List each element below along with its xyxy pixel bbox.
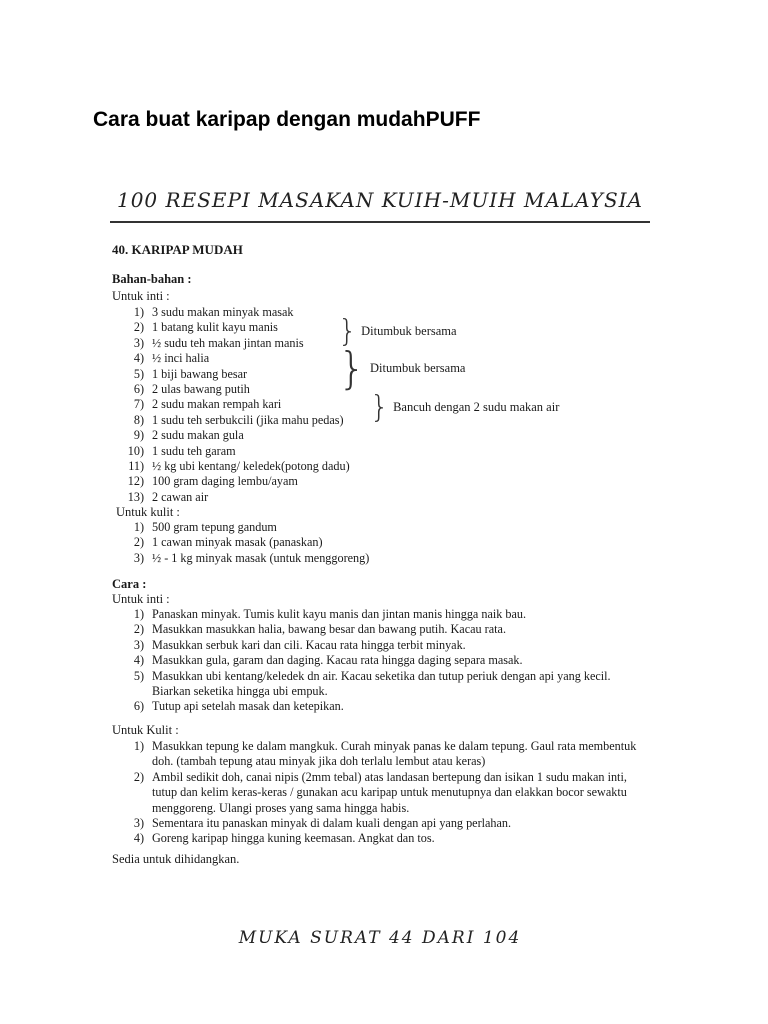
item-text: 1 cawan minyak masak (panaskan) [152, 535, 323, 550]
method-filling-label: Untuk inti : [112, 592, 170, 606]
item-number: 6) [133, 699, 144, 714]
item-text: 500 gram tepung gandum [152, 520, 277, 534]
list-item [112, 520, 432, 535]
item-number: 2) [133, 622, 144, 637]
book-header: 100 RESEPI MASAKAN KUIH-MUIH MALAYSIA [116, 188, 643, 212]
item-number: 4) [133, 653, 144, 668]
item-text: 1 biji bawang besar [152, 366, 248, 381]
item-text: 2 cawan air [152, 489, 209, 504]
brace-note-text: Ditumbuk bersama [370, 360, 466, 375]
item-number: 1) [133, 520, 144, 534]
method-skin-list [112, 739, 642, 847]
list-item [112, 397, 352, 412]
list-item [112, 459, 352, 474]
list-item [112, 653, 642, 668]
item-number: 1) [133, 739, 144, 753]
item-text: 3 sudu makan minyak masak [152, 305, 294, 319]
item-text: Panaskan minyak. Tumis kulit kayu manis dan jintan manis hingga naik bau. [152, 607, 527, 621]
item-number: 10) [127, 443, 144, 458]
item-text: Sementara itu panaskan minyak di dalam kuali dengan api yang perlahan. [152, 816, 512, 831]
item-text: 1 sudu teh garam [152, 443, 236, 458]
ingredients-filling-label: Untuk inti : [112, 289, 170, 303]
item-text: Tutup api setelah masak dan ketepikan. [152, 699, 344, 714]
list-item [112, 816, 642, 831]
list-item [112, 490, 352, 505]
brace-icon: } [338, 342, 366, 394]
item-text: 2 ulas bawang putih [152, 382, 250, 397]
item-text: 1 batang kulit kayu manis [152, 320, 278, 335]
item-number: 13) [127, 489, 144, 504]
list-item [112, 320, 352, 335]
list-item [112, 622, 642, 637]
header-rule [110, 221, 650, 223]
closing-text: Sedia untuk dihidangkan. [112, 852, 240, 866]
item-number: 8) [133, 412, 144, 427]
item-number: 11) [128, 459, 144, 474]
ingredients-skin-label: Untuk kulit : [116, 505, 180, 519]
list-item [112, 607, 642, 622]
list-item [112, 336, 352, 351]
ingredients-label: Bahan-bahan : [112, 272, 192, 286]
brace-note-text: Bancuh dengan 2 sudu makan air [393, 399, 560, 414]
list-item [112, 770, 642, 816]
list-item [112, 382, 352, 397]
item-text: 1 sudu teh serbukcili (jika mahu pedas) [152, 412, 344, 427]
item-number: 4) [133, 831, 144, 846]
item-number: 3) [133, 637, 144, 652]
item-text: Masukkan serbuk kari dan cili. Kacau rata hingga terbit minyak. [152, 637, 466, 652]
item-number: 1) [133, 607, 144, 621]
list-item [112, 428, 352, 443]
recipe-heading: 40. KARIPAP MUDAH [112, 242, 243, 257]
method-skin-label: Untuk Kulit : [112, 723, 179, 737]
item-number: 6) [133, 382, 144, 397]
list-item [112, 305, 352, 320]
item-number: 5) [133, 366, 144, 381]
item-number: 2) [133, 320, 144, 335]
item-number: 2) [133, 769, 144, 784]
item-text: ½ inci halia [152, 351, 210, 366]
method-filling-list [112, 607, 642, 715]
list-item [112, 474, 352, 489]
item-number: 9) [133, 428, 144, 443]
list-item [112, 739, 642, 770]
brace-note-1 [338, 313, 457, 349]
item-number: 3) [133, 816, 144, 831]
item-text: Ambil sedikit doh, canai nipis (2mm tebal) atas landasan bertepung dan isikan 1 sudu makan inti, tutup dan kelim keras-keras / gunakan acu karipap untuk menutupnya dan elakkan bocor sewaktu menggoreng. Ulangi proses yang sama hingga habis. [152, 769, 627, 815]
list-item [112, 699, 642, 714]
list-item [112, 444, 352, 459]
page-title: Cara buat karipap dengan mudahPUFF [93, 108, 481, 131]
ingredients-filling-list [112, 305, 352, 505]
brace-note-3 [370, 389, 560, 425]
item-text: Masukkan masukkan halia, bawang besar dan bawang putih. Kacau rata. [152, 622, 506, 637]
item-text: Masukkan gula, garam dan daging. Kacau rata hingga daging separa masak. [152, 653, 523, 668]
item-text: ½ sudu teh makan jintan manis [152, 335, 304, 350]
item-text: 2 sudu makan gula [152, 428, 244, 443]
item-text: 2 sudu makan rempah kari [152, 397, 282, 412]
item-number: 3) [133, 335, 144, 350]
item-number: 5) [133, 668, 144, 683]
list-item [112, 551, 432, 566]
brace-note-2 [338, 342, 466, 394]
brace-icon: } [338, 313, 358, 349]
item-text: ½ - 1 kg minyak masak (untuk menggoreng) [152, 550, 370, 565]
list-item [112, 638, 642, 653]
item-number: 2) [133, 535, 144, 550]
item-number: 12) [127, 474, 144, 489]
page-footer: MUKA SURAT 44 DARI 104 [238, 928, 522, 948]
ingredients-skin-list [112, 520, 432, 566]
item-text: Goreng karipap hingga kuning keemasan. Angkat dan tos. [152, 831, 435, 846]
list-item [112, 831, 642, 846]
item-number: 7) [133, 397, 144, 412]
list-item [112, 351, 352, 366]
item-number: 3) [133, 550, 144, 565]
item-text: Masukkan tepung ke dalam mangkuk. Curah minyak panas ke dalam tepung. Gaul rata membentuk doh. (tambah tepung atau minyak jika doh terlalu lembut atau keras) [152, 739, 637, 769]
item-text: 100 gram daging lembu/ayam [152, 474, 298, 489]
item-text: Masukkan ubi kentang/keledek dn air. Kacau seketika dan tutup periuk dengan api yang kecil. Biarkan seketika hingga ubi empuk. [152, 668, 611, 699]
item-number: 4) [133, 351, 144, 366]
list-item [112, 413, 352, 428]
brace-icon: } [370, 389, 390, 425]
brace-note-text: Ditumbuk bersama [361, 323, 457, 338]
list-item [112, 367, 352, 382]
method-label: Cara : [112, 577, 147, 591]
list-item [112, 535, 432, 550]
item-text: ½ kg ubi kentang/ keledek(potong dadu) [152, 459, 350, 474]
list-item [112, 669, 642, 700]
item-number: 1) [133, 305, 144, 319]
